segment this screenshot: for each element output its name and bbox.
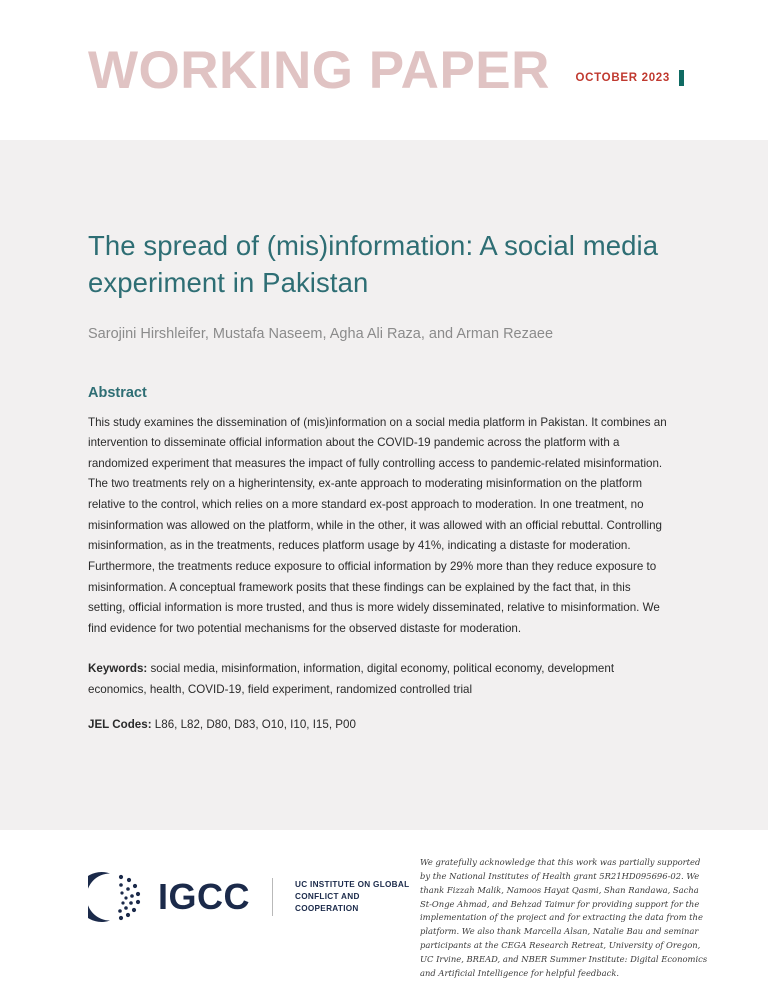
publication-date: OCTOBER 2023 (575, 72, 670, 84)
keywords-line (88, 659, 668, 700)
page-title: The spread of (mis)information: A social media experiment in Pakistan (88, 230, 659, 298)
igcc-globe-icon (88, 868, 146, 926)
igcc-subtitle: UC INSTITUTE ON GLOBAL CONFLICT AND COOPERATION (295, 879, 410, 914)
acknowledgement-text: We gratefully acknowledge that this work was partially supported by the National Institutes of Health grant 5R21HD095696-02. We thank Fizzah Malik, Namoos Hayat Qasmi, Shan Randawa, Sacha St-Onge Ahmad, and Behzad Taimur for providing support for the implementation of the project and for extracting the data from the platform. We also thank Marcella Alsan, Natalie Bau and seminar participants at the CEGA Research Retreat, University of Oregon, UC Irvine, BREAD, and NBER Summer Institute: Digital Economics and Artificial Intelligence for helpful feedback. (420, 857, 708, 978)
igcc-logo (88, 868, 415, 926)
content-column (88, 228, 668, 749)
header-band (0, 0, 768, 140)
teal-tick-marker (679, 70, 684, 86)
jel-codes-label: JEL Codes: (88, 717, 152, 731)
igcc-wordmark: IGCC (158, 876, 250, 917)
logo-divider (272, 878, 273, 916)
keywords-value: social media, misinformation, information, digital economy, political economy, development economics, health, COVID-19, field experiment, randomized controlled trial (88, 662, 615, 697)
abstract-heading: Abstract (88, 384, 147, 401)
author-list: Sarojini Hirshleifer, Mustafa Naseem, Agha Ali Raza, and Arman Rezaee (88, 326, 554, 343)
jel-codes-value: L86, L82, D80, D83, O10, I10, I15, P00 (151, 717, 356, 731)
abstract-text: This study examines the dissemination of (mis)information on a social media platform in Pakistan. It combines an intervention to disseminate official information about the COVID-19 pandemic across the platform with a randomized experiment that measures the impact of fully controlling access to pandemic-related misinformation. The two treatments rely on a higherintensity, ex-ante approach to moderating misinformation on the platform relative to the control, which relies on a more standard ex-post approach to moderation. In one treatment, no misinformation was allowed on the platform, while in the other, it was allowed with an official rebuttal. Controlling misinformation, as in the treatments, reduces platform usage by 41%, indicating a distaste for moderation. Furthermore, the treatments reduce exposure to official information by 29% more than they reduce exposure to misinformation. A conceptual framework posits that these findings can be explained by the fact that, in this setting, official information is more trusted, and thus is more widely disseminated, relative to misinformation. We find evidence for two potential mechanisms for the observed distaste for moderation. (88, 415, 667, 635)
content-band (0, 140, 768, 830)
publication-date-group (576, 70, 684, 86)
working-paper-label: WORKING PAPER (88, 41, 550, 100)
jel-codes-line (88, 715, 668, 736)
footer-band (0, 830, 768, 994)
keywords-label: Keywords: (88, 662, 148, 676)
